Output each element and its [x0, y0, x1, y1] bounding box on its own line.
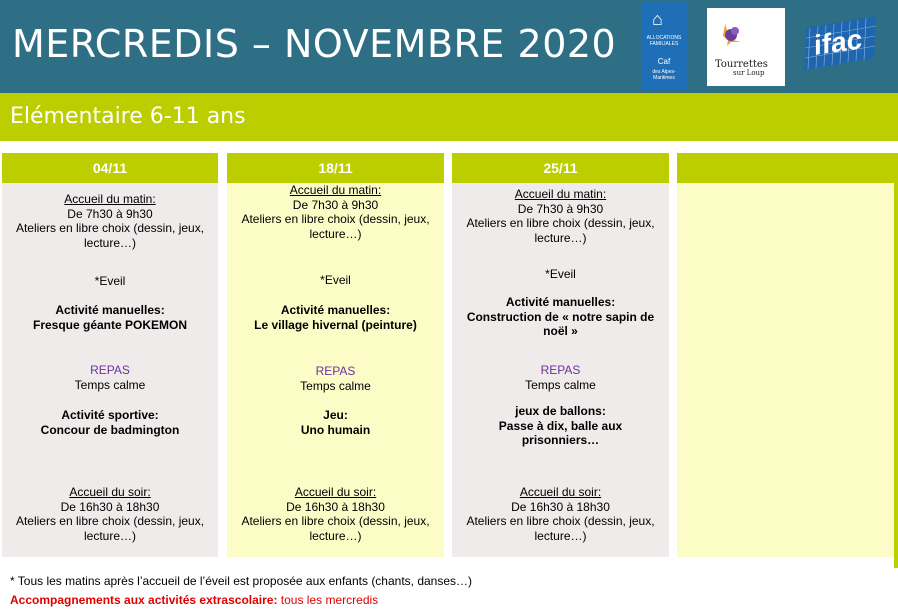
ifac-logo-text: ifac — [814, 23, 863, 62]
evening-activity: Ateliers en libre choix (dessin, jeux, — [466, 514, 655, 528]
caf-house-icon: ⌂ — [652, 9, 663, 29]
evening-title: Accueil du soir: — [519, 485, 602, 499]
morning-title: Accueil du matin: — [64, 192, 156, 206]
age-band — [0, 93, 898, 141]
caf-logo-name: Caf — [657, 57, 671, 66]
column-header-date: 04/11 — [2, 153, 218, 183]
morning-title: Accueil du matin: — [514, 187, 607, 201]
violet-flower-icon — [721, 22, 743, 48]
eveil-label: *Eveil — [545, 267, 576, 281]
morning-title: Accueil du matin: — [289, 183, 382, 197]
activity-line: noël » — [543, 324, 578, 338]
evening-activity: lecture…) — [309, 528, 362, 543]
evening-activity: Ateliers en libre choix (dessin, jeux, — [15, 514, 205, 528]
header-bar — [0, 0, 898, 93]
afternoon-line: Passe à dix, balle aux — [498, 418, 623, 433]
evening-title: Accueil du soir: — [294, 485, 377, 499]
repas-label: REPAS — [315, 364, 356, 378]
afternoon-title: jeux de ballons: — [515, 404, 606, 418]
morning-activity: Ateliers en libre choix (dessin, jeux, — [15, 221, 205, 235]
evening-activity: lecture…) — [534, 528, 587, 543]
tourrettes-logo-text — [715, 60, 768, 78]
footer-note: * Tous les matins après l’accueil de l’éveil est proposée aux enfants (chants, danses…) — [10, 574, 473, 588]
column-header-empty — [677, 153, 894, 183]
activity-title: Activité manuelles: — [280, 303, 391, 317]
evening-hours: De 16h30 à 18h30 — [60, 499, 160, 514]
activity-line: Fresque géante POKEMON — [32, 317, 188, 332]
age-group-title: Elémentaire 6-11 ans — [10, 104, 246, 129]
morning-hours: De 7h30 à 9h30 — [517, 201, 604, 216]
tourrettes-logo — [707, 8, 785, 86]
day-column-empty — [677, 183, 894, 557]
column-header-date: 25/11 — [452, 153, 669, 183]
temps-calme-label: Temps calme — [300, 378, 371, 393]
accompagnement-label: Accompagnements aux activités extrascolaire: — [10, 593, 278, 607]
caf-logo-bottom-text: des Alpes-Maritimes — [652, 69, 676, 81]
morning-activity: Ateliers en libre choix (dessin, jeux, — [241, 212, 430, 226]
afternoon-title: Activité sportive: — [61, 408, 159, 422]
afternoon-line: Concour de badmington — [40, 422, 180, 437]
caf-logo-top-text: ALLOCATIONS FAMILIALES — [646, 35, 682, 47]
caf-logo-top — [642, 3, 686, 55]
activity-line: Le village hivernal (peinture) — [254, 317, 417, 332]
morning-activity: lecture…) — [83, 235, 136, 250]
repas-label: REPAS — [90, 363, 130, 377]
morning-activity: lecture…) — [309, 226, 362, 241]
tourrettes-sub: sur Loup — [733, 69, 765, 77]
evening-activity: Ateliers en libre choix (dessin, jeux, — [241, 514, 430, 528]
morning-activity: Ateliers en libre choix (dessin, jeux, — [466, 216, 655, 230]
evening-title: Accueil du soir: — [69, 485, 151, 499]
day-column — [452, 183, 669, 557]
morning-hours: De 7h30 à 9h30 — [292, 197, 379, 212]
accompagnement-value: tous les mercredis — [277, 593, 379, 607]
activity-title: Activité manuelles: — [55, 303, 165, 317]
temps-calme-label: Temps calme — [525, 377, 596, 392]
tourrettes-name: Tourrettes — [715, 59, 768, 70]
evening-activity: lecture…) — [83, 528, 136, 543]
eveil-label: *Eveil — [320, 273, 351, 287]
afternoon-line: Uno humain — [300, 422, 371, 437]
evening-hours: De 16h30 à 18h30 — [511, 499, 610, 514]
morning-activity: lecture…) — [534, 230, 587, 245]
caf-logo — [641, 2, 687, 90]
activity-title: Activité manuelles: — [505, 295, 616, 309]
eveil-label: *Eveil — [94, 274, 126, 288]
day-column — [2, 183, 218, 557]
footer — [0, 568, 898, 611]
afternoon-title: Jeu: — [323, 408, 348, 422]
afternoon-line: prisonniers… — [521, 433, 600, 447]
evening-hours: De 16h30 à 18h30 — [286, 499, 385, 514]
page-title: MERCREDIS – NOVEMBRE 2020 — [12, 22, 617, 66]
ifac-logo — [800, 14, 880, 72]
day-column — [227, 183, 444, 557]
repas-label: REPAS — [540, 363, 581, 377]
temps-calme-label: Temps calme — [74, 377, 146, 392]
morning-hours: De 7h30 à 9h30 — [67, 206, 153, 221]
activity-line: Construction de « notre sapin de — [466, 309, 655, 324]
column-header-date: 18/11 — [227, 153, 444, 183]
footer-accompagnement — [10, 593, 378, 607]
right-edge-divider — [894, 153, 898, 611]
